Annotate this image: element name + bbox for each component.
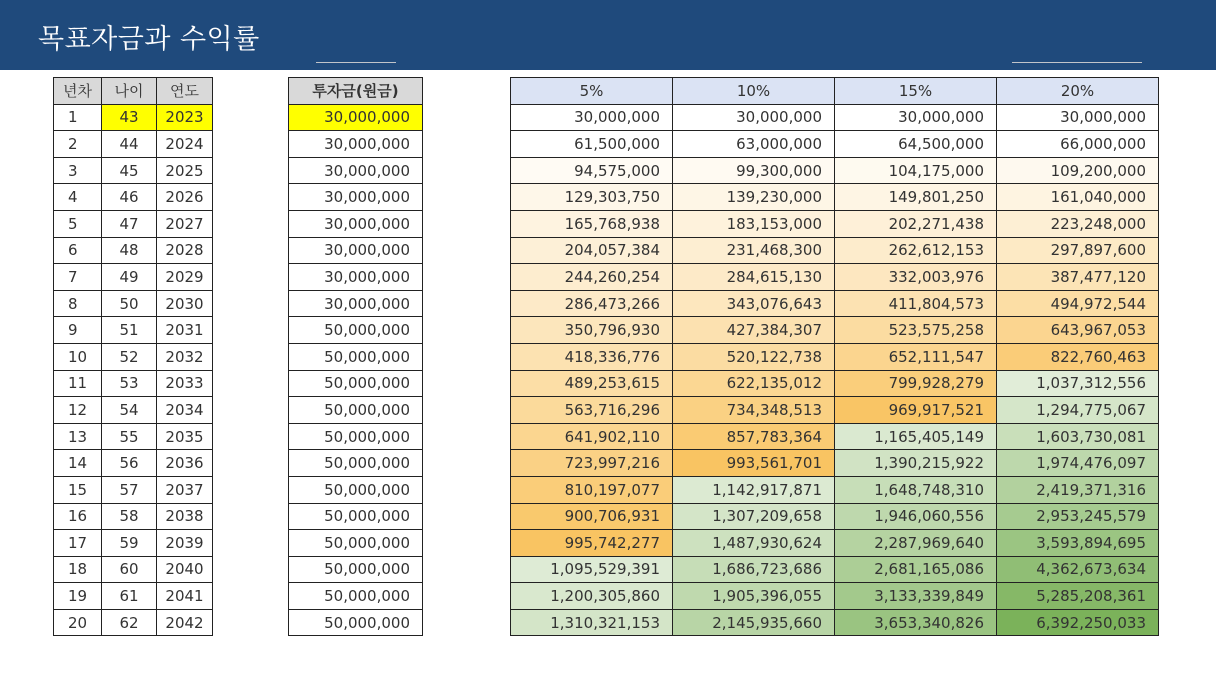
return-value-cell: 6,392,250,033 xyxy=(997,609,1159,636)
calendar-year-cell: 2030 xyxy=(157,290,213,317)
calendar-year-cell: 2039 xyxy=(157,530,213,557)
return-value-cell: 1,142,917,871 xyxy=(673,476,835,503)
return-value-cell: 900,706,931 xyxy=(511,503,673,530)
investment-cell: 50,000,000 xyxy=(289,583,423,610)
return-value-cell: 1,603,730,081 xyxy=(997,423,1159,450)
return-value-cell: 1,200,305,860 xyxy=(511,583,673,610)
return-value-cell: 643,967,053 xyxy=(997,317,1159,344)
calendar-year-cell: 2040 xyxy=(157,556,213,583)
year-count-cell: 9 xyxy=(54,317,102,344)
table-row xyxy=(289,423,423,450)
calendar-year-cell: 2034 xyxy=(157,397,213,424)
year-count-cell: 3 xyxy=(54,157,102,184)
table-row xyxy=(511,104,1159,131)
return-value-cell: 3,653,340,826 xyxy=(835,609,997,636)
return-value-cell: 822,760,463 xyxy=(997,343,1159,370)
table-row xyxy=(54,317,213,344)
return-value-cell: 520,122,738 xyxy=(673,343,835,370)
return-value-cell: 857,783,364 xyxy=(673,423,835,450)
table-row xyxy=(511,157,1159,184)
table-row xyxy=(511,583,1159,610)
age-cell: 59 xyxy=(102,530,157,557)
table-row xyxy=(511,184,1159,211)
return-value-cell: 418,336,776 xyxy=(511,343,673,370)
investment-cell: 30,000,000 xyxy=(289,157,423,184)
age-cell: 57 xyxy=(102,476,157,503)
return-value-cell: 1,310,321,153 xyxy=(511,609,673,636)
return-value-cell: 494,972,544 xyxy=(997,290,1159,317)
investment-cell: 30,000,000 xyxy=(289,184,423,211)
table-row xyxy=(511,397,1159,424)
table-row xyxy=(511,210,1159,237)
return-value-cell: 332,003,976 xyxy=(835,264,997,291)
investment-cell: 50,000,000 xyxy=(289,370,423,397)
calendar-year-cell: 2041 xyxy=(157,583,213,610)
table-row xyxy=(289,556,423,583)
table-row xyxy=(289,157,423,184)
investment-cell: 30,000,000 xyxy=(289,104,423,131)
table-row xyxy=(289,317,423,344)
year-count-cell: 2 xyxy=(54,131,102,158)
year-count-cell: 11 xyxy=(54,370,102,397)
return-value-cell: 523,575,258 xyxy=(835,317,997,344)
table-row xyxy=(54,423,213,450)
table-row xyxy=(289,237,423,264)
table-row xyxy=(511,556,1159,583)
calendar-year-cell: 2035 xyxy=(157,423,213,450)
age-year-header-row xyxy=(54,78,213,105)
age-year-table xyxy=(53,77,213,636)
investment-cell: 50,000,000 xyxy=(289,397,423,424)
return-value-cell: 641,902,110 xyxy=(511,423,673,450)
calendar-year-cell: 2038 xyxy=(157,503,213,530)
calendar-year-cell: 2031 xyxy=(157,317,213,344)
page-title: 목표자금과 수익률 xyxy=(38,24,260,55)
year-count-cell: 13 xyxy=(54,423,102,450)
return-value-cell: 427,384,307 xyxy=(673,317,835,344)
return-value-cell: 30,000,000 xyxy=(673,104,835,131)
table-row xyxy=(289,476,423,503)
return-value-cell: 343,076,643 xyxy=(673,290,835,317)
return-value-cell: 204,057,384 xyxy=(511,237,673,264)
return-value-cell: 993,561,701 xyxy=(673,450,835,477)
table-row xyxy=(54,503,213,530)
return-value-cell: 723,997,216 xyxy=(511,450,673,477)
table-row xyxy=(54,237,213,264)
table-row xyxy=(54,264,213,291)
table-row xyxy=(54,556,213,583)
table-row xyxy=(511,530,1159,557)
year-count-cell: 4 xyxy=(54,184,102,211)
table-row xyxy=(511,237,1159,264)
table-row xyxy=(289,290,423,317)
table-row xyxy=(54,290,213,317)
year-count-cell: 1 xyxy=(54,104,102,131)
return-value-cell: 1,294,775,067 xyxy=(997,397,1159,424)
table-row xyxy=(289,530,423,557)
return-value-cell: 165,768,938 xyxy=(511,210,673,237)
calendar-year-cell: 2026 xyxy=(157,184,213,211)
return-value-cell: 995,742,277 xyxy=(511,530,673,557)
age-cell: 45 xyxy=(102,157,157,184)
return-value-cell: 183,153,000 xyxy=(673,210,835,237)
table-row xyxy=(54,476,213,503)
table-row xyxy=(289,210,423,237)
returns-table xyxy=(510,77,1159,636)
return-value-cell: 61,500,000 xyxy=(511,131,673,158)
year-count-cell: 12 xyxy=(54,397,102,424)
table-row xyxy=(54,397,213,424)
age-cell: 53 xyxy=(102,370,157,397)
investment-cell: 30,000,000 xyxy=(289,264,423,291)
age-cell: 54 xyxy=(102,397,157,424)
investment-header-row xyxy=(289,78,423,105)
header-age: 나이 xyxy=(102,78,157,105)
return-value-cell: 284,615,130 xyxy=(673,264,835,291)
table-row xyxy=(54,184,213,211)
investment-cell: 50,000,000 xyxy=(289,423,423,450)
return-value-cell: 149,801,250 xyxy=(835,184,997,211)
return-value-cell: 104,175,000 xyxy=(835,157,997,184)
return-value-cell: 350,796,930 xyxy=(511,317,673,344)
investment-cell: 50,000,000 xyxy=(289,556,423,583)
return-value-cell: 4,362,673,634 xyxy=(997,556,1159,583)
return-value-cell: 1,307,209,658 xyxy=(673,503,835,530)
faint-unit-line-right xyxy=(1012,62,1142,75)
return-value-cell: 109,200,000 xyxy=(997,157,1159,184)
return-value-cell: 563,716,296 xyxy=(511,397,673,424)
return-value-cell: 652,111,547 xyxy=(835,343,997,370)
age-cell: 56 xyxy=(102,450,157,477)
year-count-cell: 15 xyxy=(54,476,102,503)
return-value-cell: 99,300,000 xyxy=(673,157,835,184)
investment-cell: 30,000,000 xyxy=(289,237,423,264)
table-row xyxy=(511,503,1159,530)
return-value-cell: 30,000,000 xyxy=(997,104,1159,131)
return-value-cell: 810,197,077 xyxy=(511,476,673,503)
return-value-cell: 66,000,000 xyxy=(997,131,1159,158)
table-row xyxy=(511,370,1159,397)
return-value-cell: 387,477,120 xyxy=(997,264,1159,291)
age-cell: 50 xyxy=(102,290,157,317)
table-row xyxy=(54,530,213,557)
investment-cell: 30,000,000 xyxy=(289,210,423,237)
return-value-cell: 1,037,312,556 xyxy=(997,370,1159,397)
age-cell: 44 xyxy=(102,131,157,158)
investment-cell: 50,000,000 xyxy=(289,530,423,557)
calendar-year-cell: 2032 xyxy=(157,343,213,370)
investment-cell: 50,000,000 xyxy=(289,476,423,503)
investment-table xyxy=(288,77,423,636)
table-row xyxy=(289,370,423,397)
table-row xyxy=(511,450,1159,477)
header-investment: 투자금(원금) xyxy=(289,78,423,105)
calendar-year-cell: 2036 xyxy=(157,450,213,477)
table-row xyxy=(54,583,213,610)
year-count-cell: 20 xyxy=(54,609,102,636)
return-value-cell: 489,253,615 xyxy=(511,370,673,397)
header-rate-15: 15% xyxy=(835,78,997,105)
age-cell: 48 xyxy=(102,237,157,264)
investment-cell: 50,000,000 xyxy=(289,450,423,477)
table-row xyxy=(54,131,213,158)
return-value-cell: 3,133,339,849 xyxy=(835,583,997,610)
return-value-cell: 2,145,935,660 xyxy=(673,609,835,636)
table-row xyxy=(54,609,213,636)
table-row xyxy=(511,131,1159,158)
return-value-cell: 139,230,000 xyxy=(673,184,835,211)
calendar-year-cell: 2033 xyxy=(157,370,213,397)
investment-cell: 50,000,000 xyxy=(289,609,423,636)
header-rate-5: 5% xyxy=(511,78,673,105)
year-count-cell: 5 xyxy=(54,210,102,237)
investment-cell: 50,000,000 xyxy=(289,343,423,370)
table-row xyxy=(54,343,213,370)
year-count-cell: 19 xyxy=(54,583,102,610)
return-value-cell: 3,593,894,695 xyxy=(997,530,1159,557)
year-count-cell: 16 xyxy=(54,503,102,530)
return-value-cell: 30,000,000 xyxy=(835,104,997,131)
table-row xyxy=(511,423,1159,450)
investment-cell: 30,000,000 xyxy=(289,131,423,158)
investment-cell: 50,000,000 xyxy=(289,503,423,530)
table-row xyxy=(511,476,1159,503)
returns-header-row xyxy=(511,78,1159,105)
calendar-year-cell: 2042 xyxy=(157,609,213,636)
return-value-cell: 129,303,750 xyxy=(511,184,673,211)
age-cell: 51 xyxy=(102,317,157,344)
return-value-cell: 969,917,521 xyxy=(835,397,997,424)
age-cell: 43 xyxy=(102,104,157,131)
table-row xyxy=(289,503,423,530)
return-value-cell: 94,575,000 xyxy=(511,157,673,184)
return-value-cell: 1,390,215,922 xyxy=(835,450,997,477)
table-row xyxy=(289,343,423,370)
table-row xyxy=(289,131,423,158)
calendar-year-cell: 2037 xyxy=(157,476,213,503)
table-row xyxy=(511,609,1159,636)
calendar-year-cell: 2023 xyxy=(157,104,213,131)
calendar-year-cell: 2028 xyxy=(157,237,213,264)
return-value-cell: 799,928,279 xyxy=(835,370,997,397)
return-value-cell: 231,468,300 xyxy=(673,237,835,264)
year-count-cell: 6 xyxy=(54,237,102,264)
title-bar xyxy=(0,0,1216,70)
return-value-cell: 30,000,000 xyxy=(511,104,673,131)
faint-unit-line-left xyxy=(316,62,396,75)
year-count-cell: 14 xyxy=(54,450,102,477)
calendar-year-cell: 2027 xyxy=(157,210,213,237)
return-value-cell: 1,905,396,055 xyxy=(673,583,835,610)
investment-cell: 30,000,000 xyxy=(289,290,423,317)
age-cell: 55 xyxy=(102,423,157,450)
return-value-cell: 734,348,513 xyxy=(673,397,835,424)
return-value-cell: 1,946,060,556 xyxy=(835,503,997,530)
table-row xyxy=(289,184,423,211)
return-value-cell: 262,612,153 xyxy=(835,237,997,264)
return-value-cell: 63,000,000 xyxy=(673,131,835,158)
table-row xyxy=(511,317,1159,344)
return-value-cell: 244,260,254 xyxy=(511,264,673,291)
return-value-cell: 202,271,438 xyxy=(835,210,997,237)
table-row xyxy=(511,343,1159,370)
table-row xyxy=(289,104,423,131)
return-value-cell: 2,419,371,316 xyxy=(997,476,1159,503)
return-value-cell: 286,473,266 xyxy=(511,290,673,317)
investment-cell: 50,000,000 xyxy=(289,317,423,344)
return-value-cell: 1,165,405,149 xyxy=(835,423,997,450)
table-row xyxy=(289,264,423,291)
return-value-cell: 161,040,000 xyxy=(997,184,1159,211)
header-year-count: 년차 xyxy=(54,78,102,105)
header-calendar-year: 연도 xyxy=(157,78,213,105)
age-cell: 58 xyxy=(102,503,157,530)
calendar-year-cell: 2029 xyxy=(157,264,213,291)
year-count-cell: 10 xyxy=(54,343,102,370)
year-count-cell: 7 xyxy=(54,264,102,291)
header-rate-10: 10% xyxy=(673,78,835,105)
return-value-cell: 223,248,000 xyxy=(997,210,1159,237)
table-row xyxy=(54,450,213,477)
header-rate-20: 20% xyxy=(997,78,1159,105)
table-row xyxy=(511,264,1159,291)
age-cell: 52 xyxy=(102,343,157,370)
age-cell: 61 xyxy=(102,583,157,610)
year-count-cell: 17 xyxy=(54,530,102,557)
table-row xyxy=(289,609,423,636)
return-value-cell: 1,095,529,391 xyxy=(511,556,673,583)
return-value-cell: 1,487,930,624 xyxy=(673,530,835,557)
table-row xyxy=(511,290,1159,317)
calendar-year-cell: 2024 xyxy=(157,131,213,158)
table-row xyxy=(289,583,423,610)
age-cell: 60 xyxy=(102,556,157,583)
return-value-cell: 2,287,969,640 xyxy=(835,530,997,557)
table-row xyxy=(289,450,423,477)
age-cell: 49 xyxy=(102,264,157,291)
return-value-cell: 1,648,748,310 xyxy=(835,476,997,503)
return-value-cell: 2,681,165,086 xyxy=(835,556,997,583)
table-row xyxy=(54,104,213,131)
table-row xyxy=(54,210,213,237)
return-value-cell: 297,897,600 xyxy=(997,237,1159,264)
return-value-cell: 1,974,476,097 xyxy=(997,450,1159,477)
calendar-year-cell: 2025 xyxy=(157,157,213,184)
year-count-cell: 18 xyxy=(54,556,102,583)
return-value-cell: 1,686,723,686 xyxy=(673,556,835,583)
table-row xyxy=(54,157,213,184)
table-row xyxy=(289,397,423,424)
return-value-cell: 411,804,573 xyxy=(835,290,997,317)
return-value-cell: 64,500,000 xyxy=(835,131,997,158)
return-value-cell: 622,135,012 xyxy=(673,370,835,397)
age-cell: 47 xyxy=(102,210,157,237)
return-value-cell: 2,953,245,579 xyxy=(997,503,1159,530)
age-cell: 46 xyxy=(102,184,157,211)
year-count-cell: 8 xyxy=(54,290,102,317)
return-value-cell: 5,285,208,361 xyxy=(997,583,1159,610)
table-row xyxy=(54,370,213,397)
age-cell: 62 xyxy=(102,609,157,636)
